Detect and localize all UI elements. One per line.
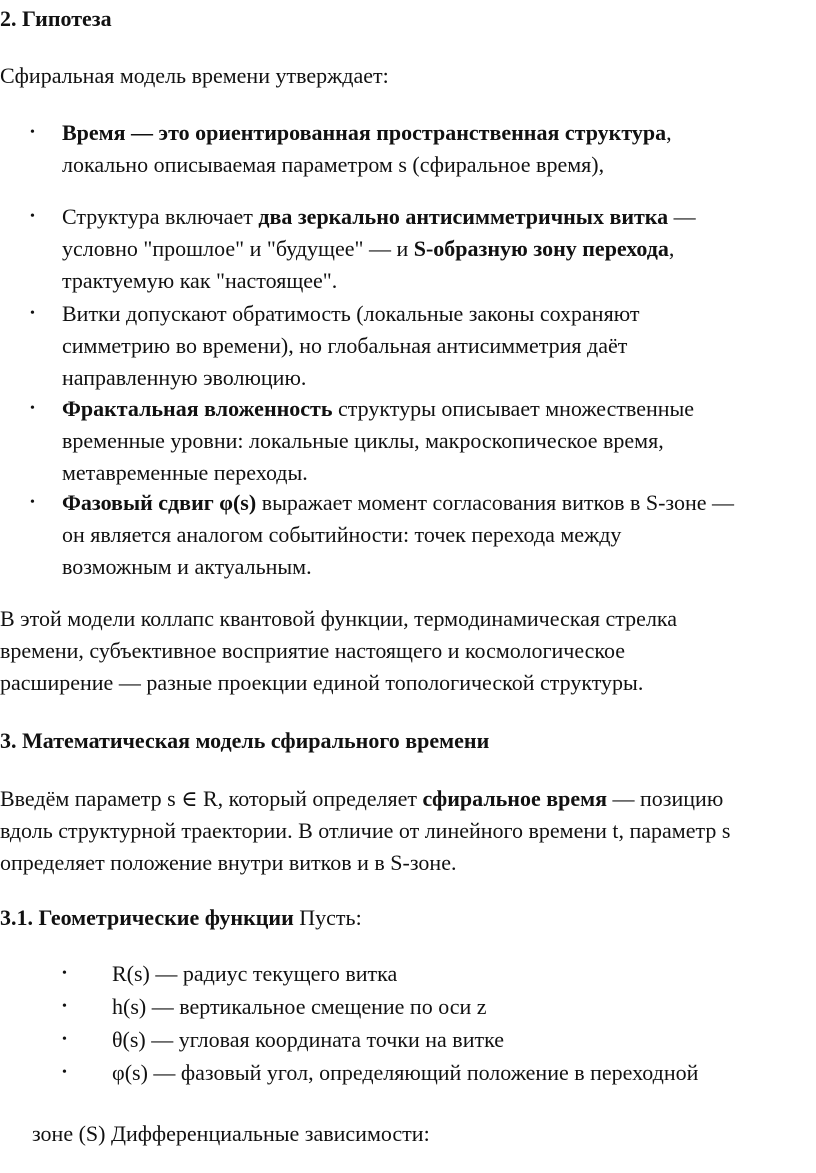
subsection-title: 3.1. Геометрические функции xyxy=(0,905,294,930)
text-span: симметрию во времени), но глобальная антисимметрия даёт xyxy=(62,333,628,358)
text-span: — xyxy=(668,204,696,229)
bullet-line xyxy=(62,362,306,394)
paragraph-line xyxy=(0,783,816,815)
bold-text-span: Время — это ориентированная пространственная структура xyxy=(62,120,667,145)
text-span: , xyxy=(668,236,675,261)
intro-paragraph: Сфиральная модель времени утверждает: xyxy=(0,63,389,88)
text-span: Структура включает xyxy=(62,204,259,229)
bullet-line xyxy=(62,457,308,489)
bullet-line xyxy=(62,330,627,362)
bold-text-span: S-образную зону перехода xyxy=(413,236,669,261)
text-span: , xyxy=(666,120,672,145)
text-span: направленную эволюцию. xyxy=(62,365,307,390)
bullet-marker: • xyxy=(30,401,35,416)
text-span: вдоль структурной траектории. В отличие от линейного времени t, параметр s xyxy=(0,818,731,843)
text-span: временные уровни: локальные циклы, макроскопическое время, xyxy=(62,428,664,453)
paragraph-line: В этой модели коллапс квантовой функции, термодинамическая стрелка xyxy=(0,606,678,631)
bold-text-span: два зеркально антисимметричных витка xyxy=(258,204,669,229)
paragraph-line: времени, субъективное восприятие настоящего и космологическое xyxy=(0,638,626,663)
text-span: Введём параметр s ∈ R, который определяет xyxy=(0,786,423,811)
text-span: метавременные переходы. xyxy=(62,460,308,485)
text-span: возможным и актуальным. xyxy=(62,554,312,579)
bullet-marker: • xyxy=(30,125,35,140)
function-description: θ(s) — угловая координата точки на витке xyxy=(112,1027,504,1052)
text-span: условно "прошлое" и "будущее" — и xyxy=(62,236,414,261)
text-span: Витки допускают обратимость (локальные законы сохраняют xyxy=(62,301,640,326)
text-span: выражает момент согласования витков в S-зоне — xyxy=(256,490,735,515)
section-heading-math-model: 3. Математическая модель сфирального времени xyxy=(0,728,490,753)
bold-text-span: Фрактальная вложенность xyxy=(62,396,333,421)
bullet-line xyxy=(62,551,312,583)
bullet-line xyxy=(62,117,672,149)
text-span: трактуемую как "настоящее". xyxy=(62,268,338,293)
bullet-marker: • xyxy=(62,1065,67,1080)
bullet-line xyxy=(62,265,337,297)
bullet-marker: • xyxy=(62,999,67,1014)
text-span: — позицию xyxy=(607,786,724,811)
bullet-marker: • xyxy=(30,209,35,224)
bullet-line xyxy=(62,487,734,519)
subsection-lead-in: Пусть: xyxy=(293,905,362,930)
bullet-line xyxy=(62,149,604,181)
text-span: локально описываемая параметром s (сфиральное время), xyxy=(62,152,605,177)
function-description: h(s) — вертикальное смещение по оси z xyxy=(112,994,487,1019)
bullet-marker: • xyxy=(62,1032,67,1047)
bullet-line xyxy=(62,519,621,551)
section-heading-hypothesis: 2. Гипотеза xyxy=(0,6,112,31)
bullet-line xyxy=(62,393,694,425)
function-description: φ(s) — фазовый угол, определяющий положение в переходной xyxy=(112,1060,699,1085)
closing-line: зоне (S) Дифференциальные зависимости: xyxy=(32,1121,430,1146)
bullet-marker: • xyxy=(30,306,35,321)
bullet-line xyxy=(62,233,674,265)
bullet-line xyxy=(62,425,664,457)
text-span: определяет положение внутри витков и в S-зоне. xyxy=(0,850,457,875)
paragraph-line: расширение — разные проекции единой топологической структуры. xyxy=(0,670,644,695)
bold-text-span: Фазовый сдвиг φ(s) xyxy=(62,490,257,515)
paragraph-line xyxy=(0,815,816,847)
bullet-line xyxy=(62,201,696,233)
text-span: структуры описывает множественные xyxy=(332,396,695,421)
bullet-marker: • xyxy=(62,966,67,981)
text-span: он является аналогом событийности: точек перехода между xyxy=(62,522,622,547)
subsection-heading-geometric-functions xyxy=(0,902,816,934)
paragraph-line xyxy=(0,847,816,879)
bullet-line xyxy=(62,298,639,330)
bold-text-span: сфиральное время xyxy=(422,786,608,811)
function-description: R(s) — радиус текущего витка xyxy=(112,961,398,986)
bullet-marker: • xyxy=(30,495,35,510)
